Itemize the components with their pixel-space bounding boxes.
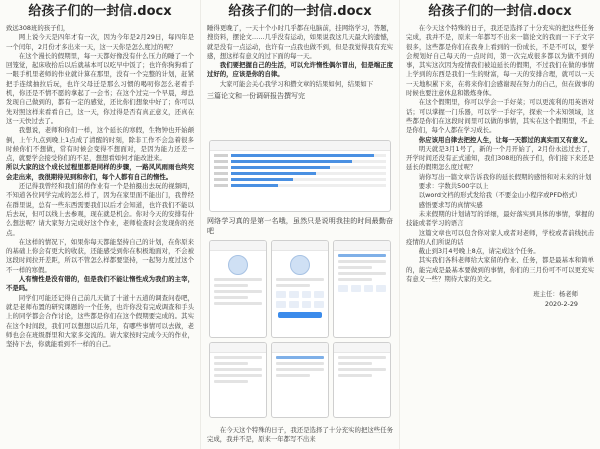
avatar — [228, 255, 248, 275]
study-ranking-screenshot — [209, 140, 391, 212]
document-page-2 — [201, 0, 399, 449]
letter-paragraph: 同学们可能还记得自己前几天做了十道十五道的调查问卷吧，就是老师布置的研究课题的一个任务，也许你没有完成调查和手头上的同学都会合作讨论，这些都是你们在这个假期要完成的。其实在这个时间段，我们可以想想以后几年，有哪些事情可以去做，老师也会在班级群里和大家多交流的。请大家按时完成今天的作业，坚持下去，你就能看到不一样的自己。 — [6, 293, 194, 349]
letter-paragraph: 致远308班的孩子们， — [6, 24, 70, 32]
document-page-1 — [0, 0, 200, 449]
screenshot-heading: 三篇论文和一份调研报告撰写完 — [207, 92, 305, 101]
letter-emphasis: 我们要把握自己的生活，可以允许惰性偶尔冒出，但是端正度过好的，应该是你的自律。 — [207, 61, 393, 79]
app-screenshot-3 — [333, 240, 391, 338]
letter-paragraph: 截止到3月4号晚上8点，请完成这个任务。 — [418, 247, 540, 256]
letter-paragraph: 睡得更晚了，一天十个小时几乎都在电脑前，挂网络学习，答题，搜资料，摆论文……几乎没有运动，如果说我这几天最大的遗憾，就是没有一点运动，也许有一点我也做不到，但是我觉得我有充实感，想这样有意义的过下面的每一天。 — [207, 24, 393, 60]
letter-paragraph: 我想说，老师和你们一样，这个延长的寒假，生物钟也开始颠倒，上午九点到晚上1点成了清醒的时刻，除非工作不会急着很多时候你们不想做，常有时候会变得不想面对，是因为能力还差一点，就要学会接受你们的不足，想想看如何才能改进来。 — [6, 126, 194, 163]
letter-body — [0, 24, 200, 349]
document-title: 给孩子们的一封信.docx — [28, 4, 172, 19]
app-screenshot-4 — [209, 342, 267, 418]
letter-body — [400, 24, 600, 284]
letter-paragraph: 未来假期的计划请写的详细，最好落实到具体的事情，掌握的技能或者学习的语言 — [406, 209, 594, 228]
letter-paragraph: 明天就是3月1号了，新的一个月开始了，2月份永远过去了，开学时间还没有正式通知，我们308班的孩子们，你们接下来还是延长的假期怎么度过呢？ — [406, 144, 594, 172]
letter-paragraph: 其实我们各科老师给大家留的作业、任务，都是最基本和简单的，能完成是最基本要做到的事情，你们的三月份可不可以更充实有意义一些？期待大家的美文。 — [406, 256, 594, 284]
app-screenshot-2 — [271, 240, 329, 338]
letter-emphasis: 人有惰性是没有错的，但是我们不能让惰性成为我们的主宰，不是吗。 — [6, 275, 194, 293]
letter-paragraph: 感悟要求写的真情实感 — [418, 200, 483, 209]
letter-paragraph: 这篇文章也可以包含你对家人或者对老师，学校或者前线抗击疫情的人们所说的话 — [406, 228, 594, 246]
letter-paragraph: 在今天这个特殊的日子，我还是选择了十分充实的把这些任务完成，我并不是，原来一年都写不出来 — [207, 426, 393, 444]
letter-paragraph: 在这个假期里，你可以学会一手好菜；可以更流利的用英语对话；可以掌握一门乐器，可以学一手好字，探索一个未知领域，这些都是你们在这段时间里可以做的事情，其实在这个假期里，不止是你们，每个人都在学习成长。 — [406, 98, 594, 135]
avatar — [290, 255, 310, 275]
letter-emphasis: 所以大家的这个成长过程里都是同样的步骤，一路风风雨雨也终究会走出来，我很期待见到和你们，每个人都有自己的惰性。 — [6, 163, 194, 181]
letter-paragraph: 还记得我曾经和我们留的作业有一个是拍摄出去玩的视频吗，不知道各位同学完成的怎么样了，因为在家里面不能出门，我曾经在群里说，总有一些东西需要我们以后才会知道，也许我们不能以后去玩，但可以线上去参观，现在就是机会。你对今天的安排有什么想法呢？请大家努力完成好这个作业，老师检查时会发现你的亮点。 — [6, 182, 194, 237]
letter-paragraph: 请你写出一篇文章告诉我你的延长假期的感悟和对未来的计划 — [418, 172, 592, 181]
letter-body — [201, 24, 399, 89]
screenshot-caption: 网络学习真的是第一名哦，虽然只是说明我挂的时间最勤奋吧 — [207, 217, 393, 235]
document-page-3 — [400, 0, 600, 449]
document-title: 给孩子们的一封信.docx — [228, 4, 372, 19]
letter-paragraph: 在今天这个特殊的日子，我还是选择了十分充实的把这些任务完成，我并不是，原来一年都写不出来一篇论文的我而一下子文字很多，这些都是你们在我身上看到的一份成长，不是不可以，要学会规划好自己每天的一点时间，第一次完成很多都以为做不到的事，其实这次因为疫情我们被迫延长的假期，不过我们在做的事情上学到的东西是我们一生的财富，每一天的安排合理，就可以一天一天地积累下来，在将来你们会感谢现在努力的自己，但在做事的时候也要注意休息和锻炼身体。 — [406, 24, 594, 98]
letter-emphasis: 你应该用自律去把控人生，让每一天都过的真实而又有意义。 — [418, 135, 592, 144]
letter-paragraph: 网上说今天是四年才有一次，因为今年是2月29日，每四年是一个闰年，2月份才多出来一天，这一天你是怎么度过的呢？ — [6, 33, 194, 51]
letter-paragraph: 在这个漫长的假期里，每一天都好像没有什么压力的睡了一个回笼觉，起床收拾后以后就基本可以吃早中饭了；也许你狗狗看了一眼手机里老师的作业就计算在那里，没有一个完整的计划，赶紧把手连续抽拉后玩，也许父母迁是那么习惯的喝叨你怎么老看手机，你还是不情不愿的拿起了一会书；在这个过完一个早晨，却总发现自己做到的，都有一定的感觉，还比你们想象中好了；你可以先对照这样来看看自己，这一天，你过得是否有真正意义，还真在这一天快过去了。 — [6, 51, 194, 125]
letter-paragraph: 要求：字数共500字以上 — [418, 182, 489, 191]
signature: 班主任：杨老师 — [533, 290, 578, 299]
app-screenshot-5 — [271, 342, 329, 418]
letter-date: 2020-2-29 — [544, 299, 578, 308]
app-screenshot-1 — [209, 240, 267, 338]
letter-paragraph: 在这样的情况下，如果你每天都能坚持自己的计划，在你原来的基础上你会有更大的收获，还能感受到你在积极地面对，不会被这段时间拉开差距，所以不管怎么样都要坚持，一起努力度过这个不一样的寒假。 — [6, 237, 194, 274]
document-title: 给孩子们的一封信.docx — [428, 4, 572, 19]
letter-paragraph: 以word文档的形式发给我（不要金山小程序或PFD格式） — [418, 191, 582, 200]
letter-paragraph: 大家可能会关心我学习和攒文章的结果如何，结果如下 — [219, 79, 374, 88]
app-screenshot-6 — [333, 342, 391, 418]
